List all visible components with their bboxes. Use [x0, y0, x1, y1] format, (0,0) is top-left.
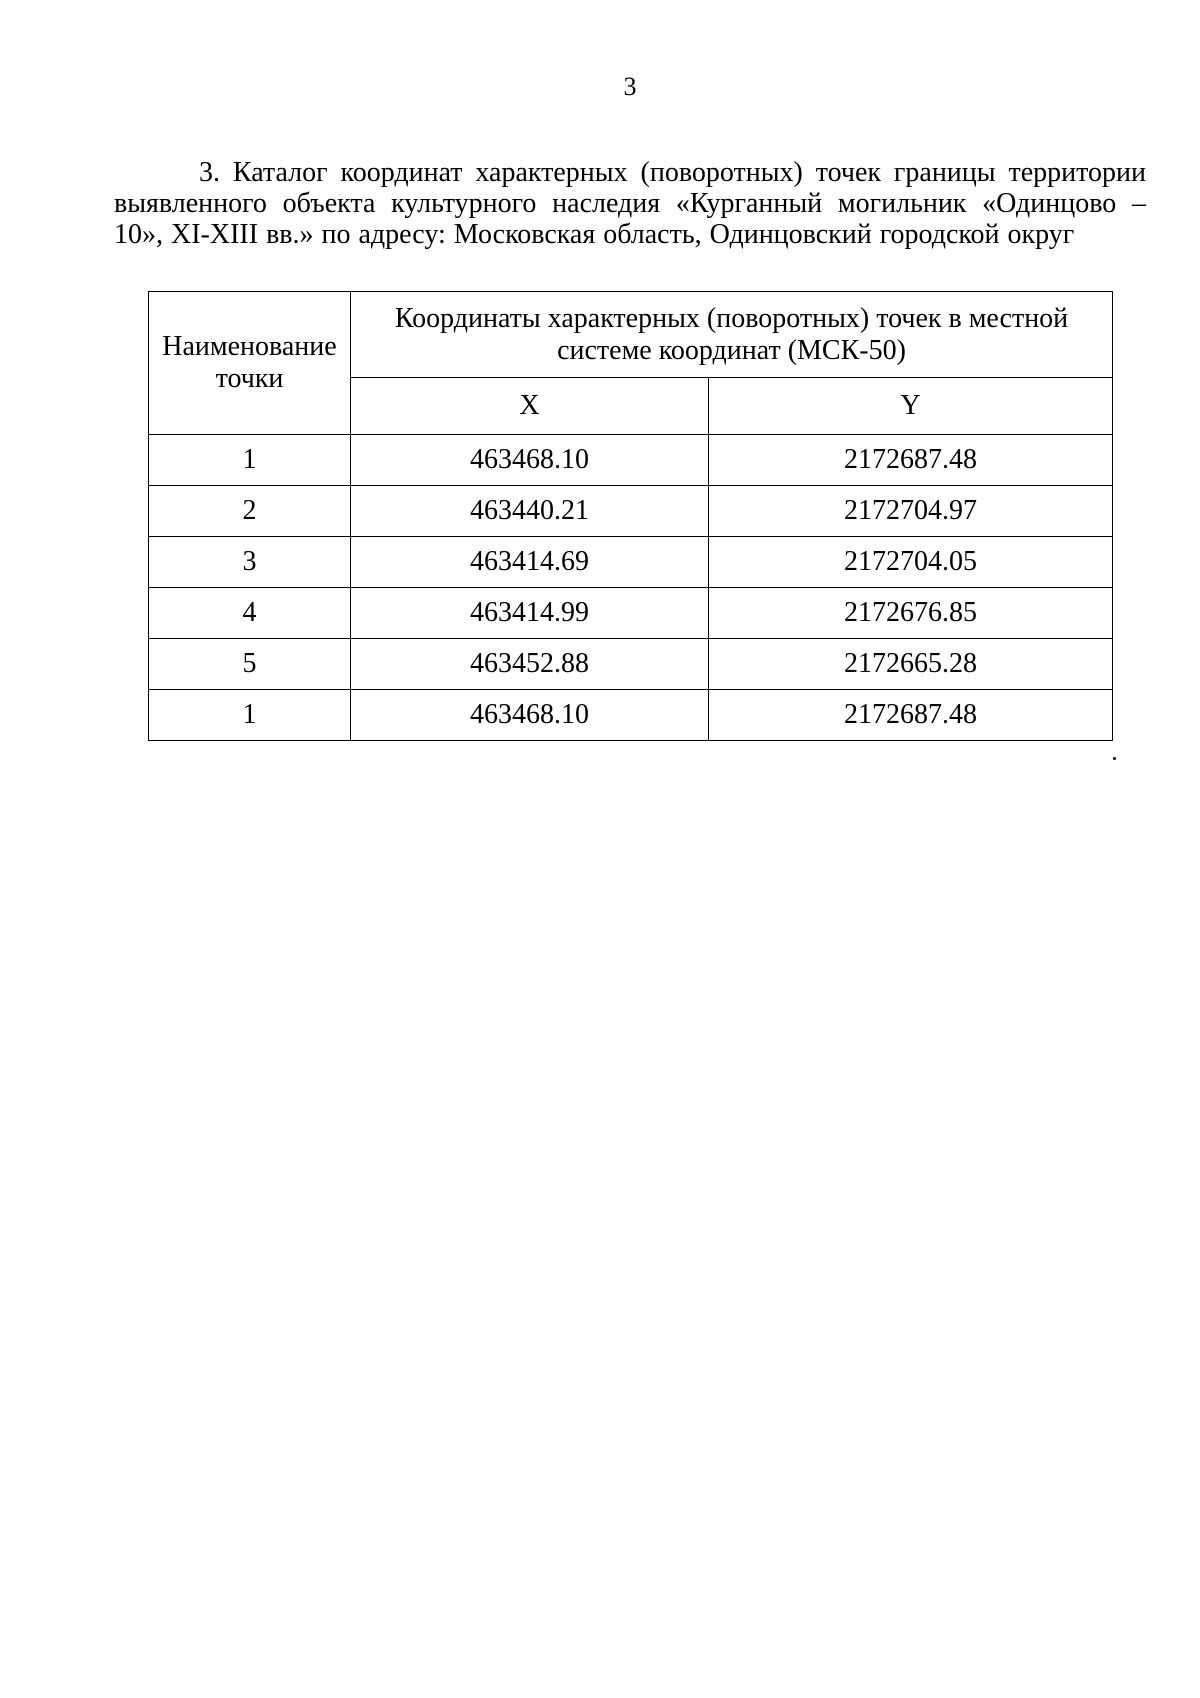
header-point-name: Наименование точки — [149, 292, 351, 435]
y-cell: 2172687.48 — [709, 690, 1113, 741]
catalog-intro-paragraph: 3. Каталог координат характерных (поворотных) точек границы территории выявленного объекта культурного наследия «Курганный могильник «Одинцово – 10», XI-XIII вв.» по адресу: Московская область, Одинцовский городской округ — [114, 157, 1146, 250]
x-cell: 463414.69 — [351, 537, 709, 588]
header-x: X — [351, 378, 709, 435]
x-cell: 463440.21 — [351, 486, 709, 537]
x-cell: 463468.10 — [351, 435, 709, 486]
y-cell: 2172687.48 — [709, 435, 1113, 486]
table-row — [149, 639, 1113, 690]
point-name-cell: 2 — [149, 486, 351, 537]
point-name-cell: 3 — [149, 537, 351, 588]
x-cell: 463468.10 — [351, 690, 709, 741]
header-coordinates: Координаты характерных (поворотных) точек в местной системе координат (МСК-50) — [351, 292, 1113, 378]
table-row — [149, 537, 1113, 588]
y-cell: 2172676.85 — [709, 588, 1113, 639]
header-y: Y — [709, 378, 1113, 435]
point-name-cell: 1 — [149, 435, 351, 486]
y-cell: 2172704.97 — [709, 486, 1113, 537]
trailing-period-mark — [1113, 757, 1116, 760]
table-row — [149, 690, 1113, 741]
coordinates-table — [148, 291, 1113, 741]
point-name-cell: 1 — [149, 690, 351, 741]
x-cell: 463414.99 — [351, 588, 709, 639]
x-cell: 463452.88 — [351, 639, 709, 690]
table-row — [149, 435, 1113, 486]
point-name-cell: 4 — [149, 588, 351, 639]
y-cell: 2172665.28 — [709, 639, 1113, 690]
point-name-cell: 5 — [149, 639, 351, 690]
y-cell: 2172704.05 — [709, 537, 1113, 588]
table-header-row — [149, 292, 1113, 378]
page-number: 3 — [623, 72, 637, 101]
table-row — [149, 486, 1113, 537]
table-row — [149, 588, 1113, 639]
